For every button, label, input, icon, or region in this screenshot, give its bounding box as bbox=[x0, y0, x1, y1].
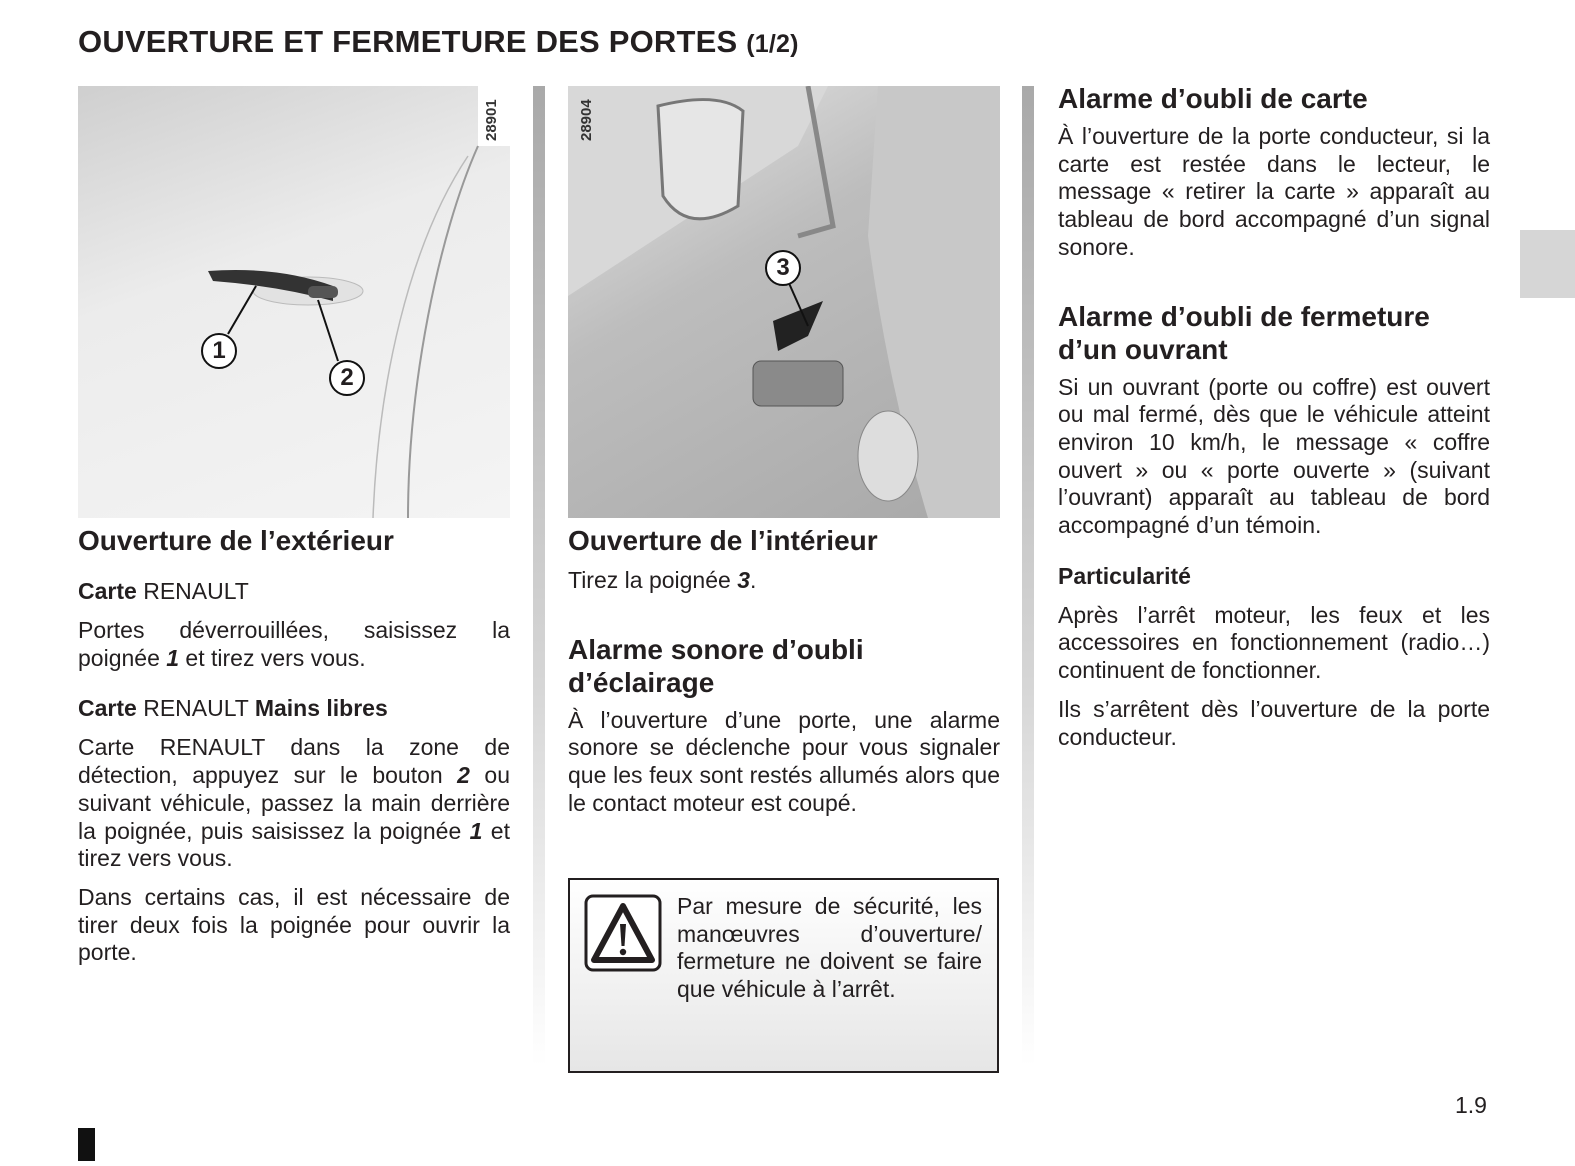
text: Portes déverrouillées, saisissez la poignée bbox=[78, 617, 510, 671]
subheading-particularity: Particularité bbox=[1058, 562, 1191, 589]
heading-interior-opening: Ouverture de l’intérieur bbox=[568, 525, 878, 556]
text: . bbox=[749, 567, 757, 593]
paragraph-pull-twice: Dans certains cas, il est nécessaire de tirer deux fois la poignée pour ouvrir la porte. bbox=[78, 883, 510, 966]
warning-icon bbox=[584, 894, 662, 972]
heading-exterior-opening: Ouverture de l’extérieur bbox=[78, 525, 394, 556]
ref-3: 3 bbox=[737, 567, 750, 593]
interior-door-photo bbox=[568, 86, 1000, 518]
column-divider bbox=[1022, 86, 1034, 1066]
label-bold: Mains libres bbox=[254, 695, 388, 722]
callout-3: 3 bbox=[765, 250, 801, 286]
paragraph-accessories: Après l’arrêt moteur, les feux et les accessoires en fonctionnement (radio…) continuent de fonctionner. bbox=[1058, 601, 1490, 684]
figure-ref: 28904 bbox=[578, 99, 595, 141]
text: et tirez vers vous. bbox=[179, 644, 366, 671]
paragraph-unlocked-doors bbox=[78, 617, 510, 672]
warning-text: Par mesure de sécurité, les manœuvres d’ouverture/ fermeture ne doivent se faire que véhicule à l’arrêt. bbox=[677, 893, 982, 1003]
label-text: RENAULT bbox=[136, 578, 249, 604]
figure-ref: 28901 bbox=[483, 99, 500, 141]
paragraph-stop: Ils s’arrêtent dès l’ouverture de la porte conducteur. bbox=[1058, 695, 1490, 750]
paragraph-opening-alarm: Si un ouvrant (porte ou coffre) est ouvert ou mal fermé, dès que le véhicule atteint environ 10 km/h, le message « coffre ouvert » ou « porte ouverte » (suivant l’ouvrant) apparaît au tableau de bord accompagné d’un témoin. bbox=[1058, 373, 1490, 539]
ref-1: 1 bbox=[469, 817, 483, 844]
ref-1: 1 bbox=[166, 644, 180, 671]
title-part: (1/2) bbox=[746, 30, 799, 58]
subheading-hands-free-card bbox=[78, 694, 510, 722]
text: et tirez vers vous. bbox=[78, 817, 510, 872]
column-3 bbox=[1058, 82, 1490, 751]
text: Tirez la poignée bbox=[568, 567, 738, 593]
callout-2: 2 bbox=[329, 360, 365, 396]
subheading-renault-card bbox=[78, 577, 510, 605]
page-marker bbox=[78, 1128, 95, 1161]
paragraph-card-alarm: À l’ouverture de la porte conducteur, si la carte est restée dans le lecteur, le message « retirer la carte » apparaît au tableau de bord accompagné d’un signal sonore. bbox=[1058, 123, 1490, 260]
column-1 bbox=[78, 524, 510, 967]
section-tab bbox=[1520, 230, 1575, 298]
page-title bbox=[78, 24, 799, 60]
column-2 bbox=[568, 524, 1000, 818]
text: ou suivant véhicule, passez la main derrière la poignée, puis saisissez la poignée bbox=[78, 762, 510, 844]
ref-2: 2 bbox=[457, 762, 470, 789]
label-bold: Carte bbox=[78, 578, 137, 604]
paragraph-lights-alarm: À l’ouverture d’une porte, une alarme sonore se déclenche pour vous signaler que les feux sont restés allumés alors que le contact moteur est coupé. bbox=[568, 706, 1000, 816]
label-bold: Carte bbox=[78, 695, 137, 722]
page-number: 1.9 bbox=[1455, 1092, 1487, 1118]
text: Carte RENAULT dans la zone de détection, appuyez sur le bouton bbox=[78, 734, 510, 789]
heading-card-alarm: Alarme d’oubli de carte bbox=[1058, 83, 1368, 114]
paragraph-hands-free bbox=[78, 734, 510, 873]
heading-lights-alarm: Alarme sonore d’oubli d’éclairage bbox=[568, 633, 864, 698]
exterior-door-photo bbox=[78, 86, 510, 518]
title-main: OUVERTURE ET FERMETURE DES PORTES bbox=[78, 24, 738, 59]
heading-opening-alarm: Alarme d’oubli de fermeture d’un ouvrant bbox=[1058, 300, 1430, 365]
column-divider bbox=[533, 86, 545, 1066]
paragraph-pull-handle bbox=[568, 567, 1000, 595]
label-text: RENAULT bbox=[136, 695, 255, 722]
warning-box bbox=[568, 878, 999, 1073]
callout-1: 1 bbox=[201, 333, 237, 369]
